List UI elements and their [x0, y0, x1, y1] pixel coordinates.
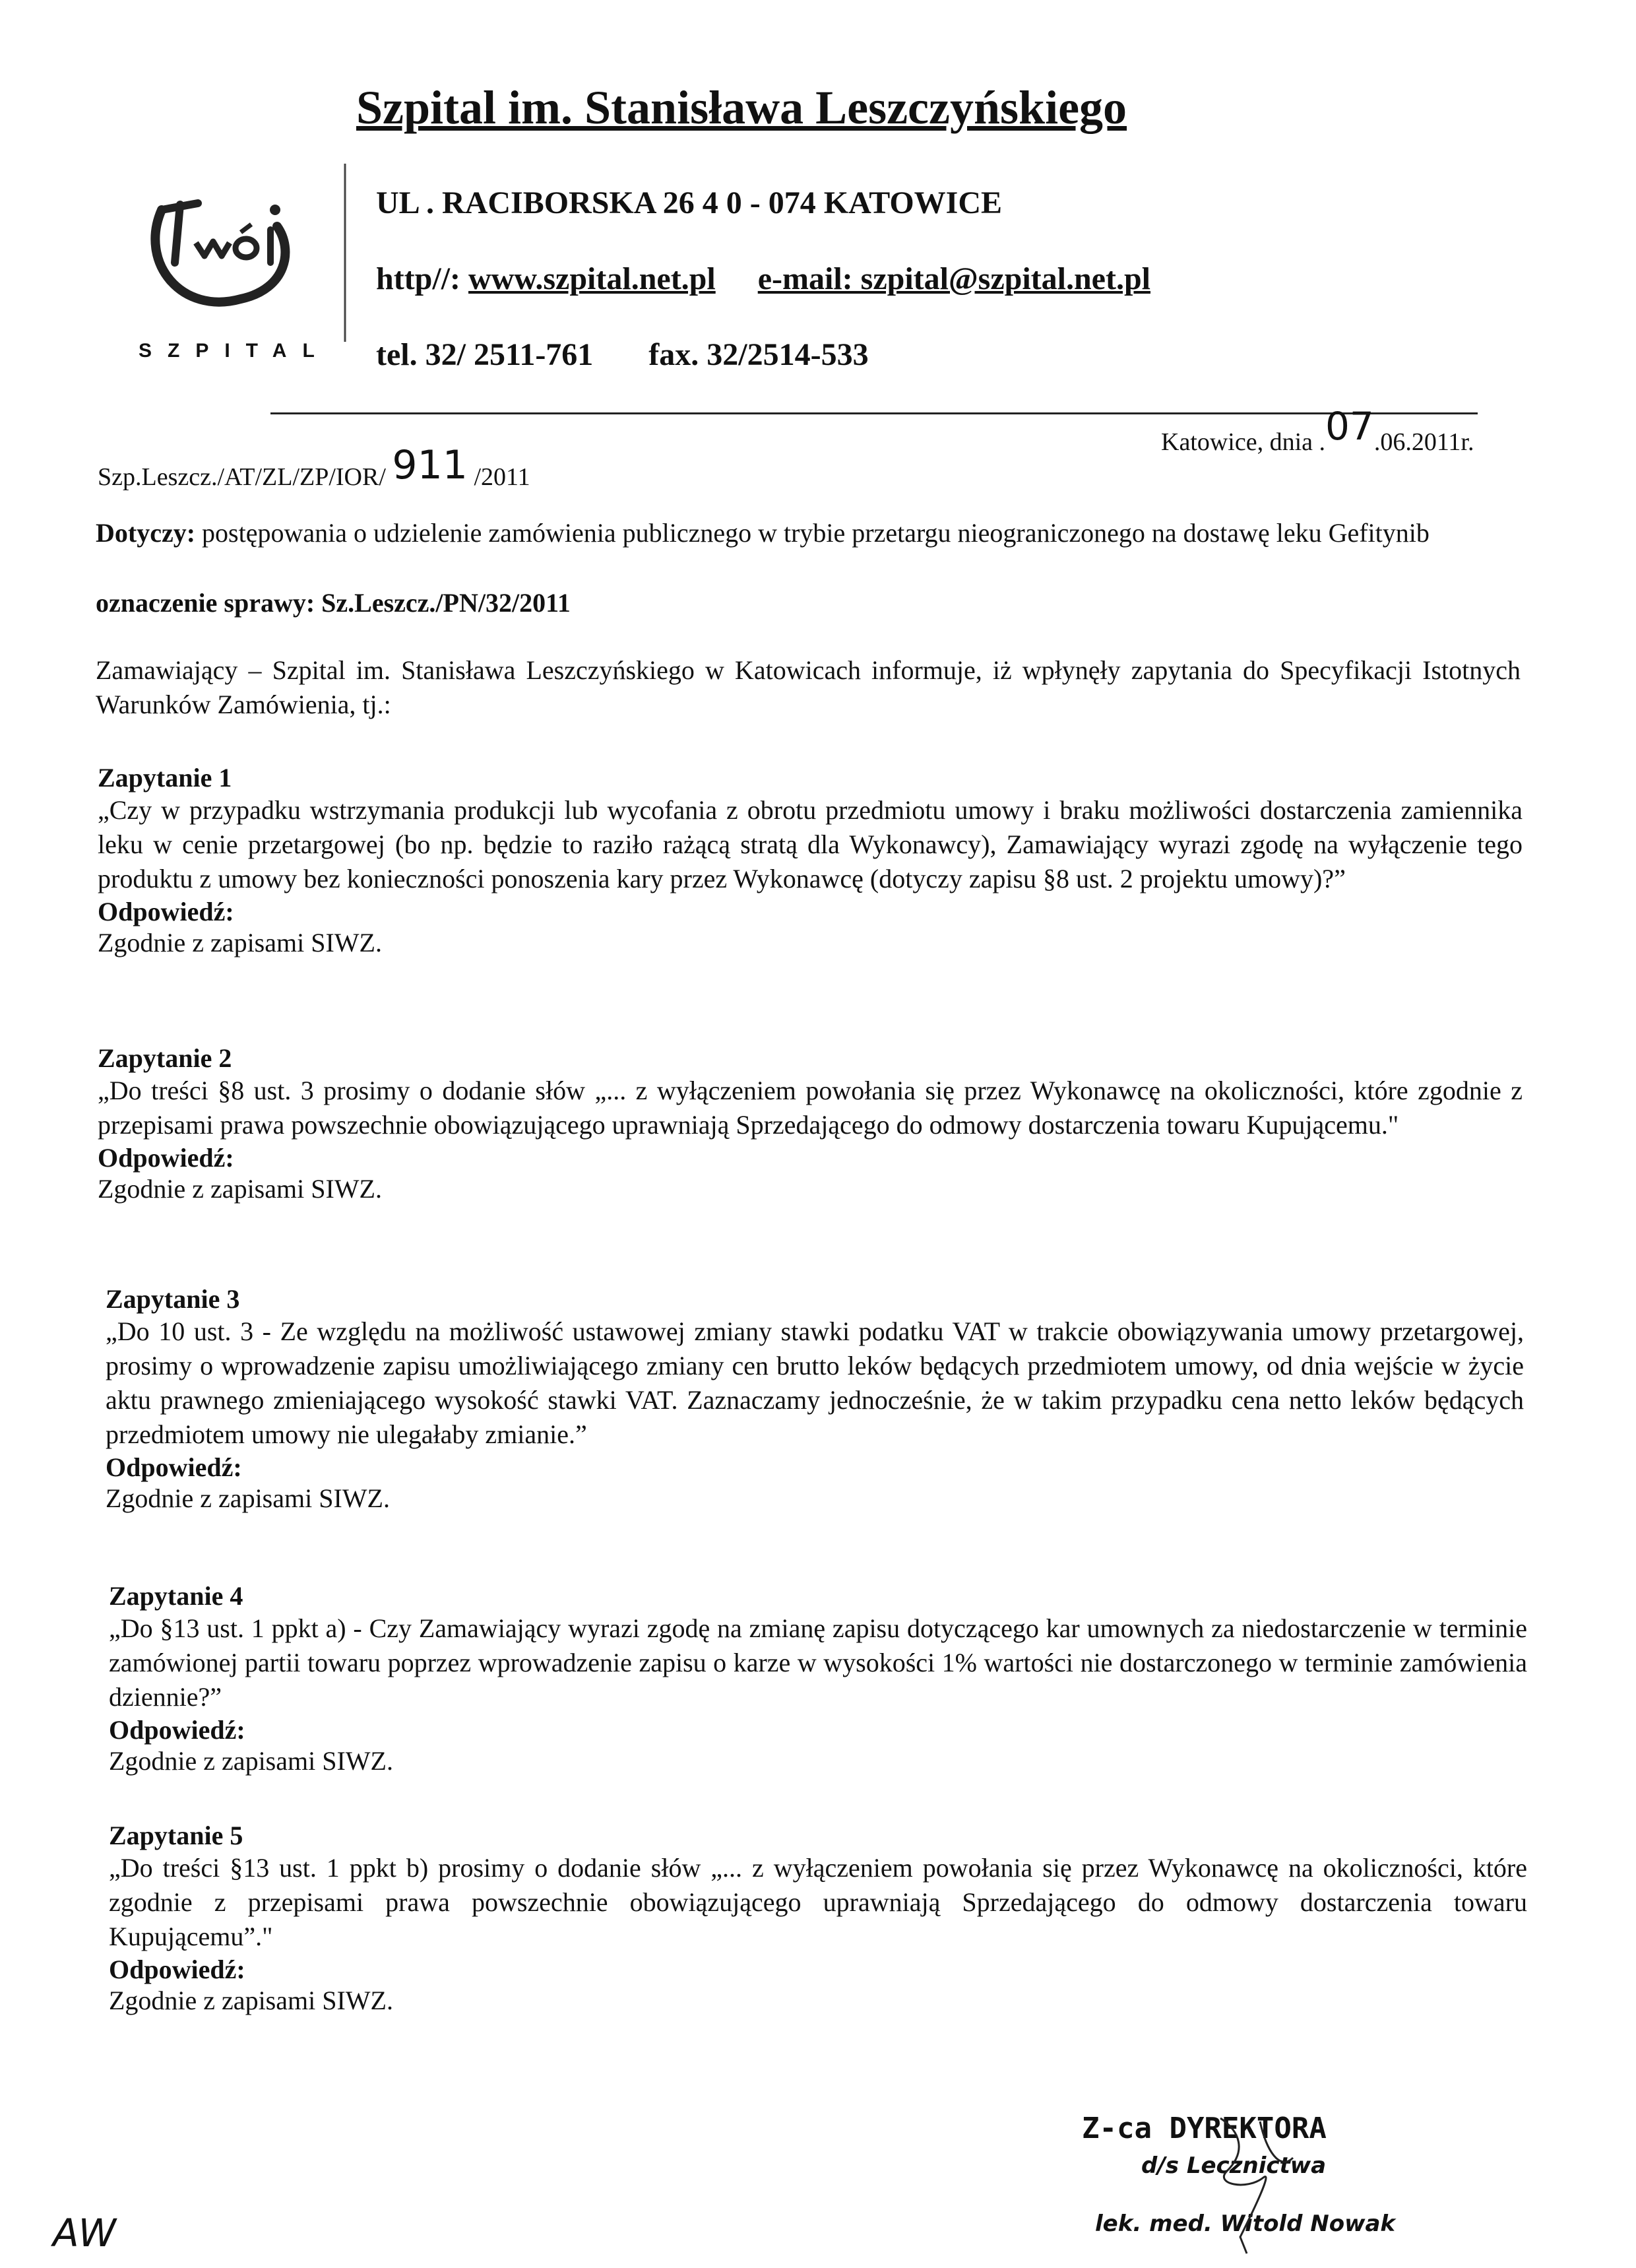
question-text: „Czy w przypadku wstrzymania produkcji lub wycofania z obrotu przedmiotu umowy i braku możliwości dostarczenia zamiennika leku w cenie przetargowej (bo np. będzie to raziło rażącą stratą dla Wykonawcy), Zamawiający wyrazi zgodę na wyłączenie tego produktu z umowy bez konieczności ponoszenia kary przez Wykonawcę (dotyczy zapisu §8 ust. 2 projektu umowy)?” [98, 795, 1523, 893]
question-title: Zapytanie 2 [98, 1043, 232, 1073]
stamp-name: lek. med. Witold Nowak [1095, 2211, 1396, 2237]
answer-label: Odpowiedź: [109, 1955, 245, 1984]
question-text: „Do treści §8 ust. 3 prosimy o dodanie słów „... z wyłączeniem powołania się przez Wykonawcę na okoliczności, które zgodnie z przepisami prawa powszechnie obowiązującego uprawniają Sprzedającego do odmowy dostarczenia towaru Kupującemu." [98, 1076, 1523, 1140]
handwritten-initials: AW [53, 2211, 117, 2255]
date-line [1161, 404, 1474, 459]
reference-line [98, 442, 530, 495]
question-text: „Do §13 ust. 1 ppkt a) - Czy Zamawiający wyrazi zgodę na zmianę zapisu dotyczącego kar umownych za niedostarczenie w terminie zamówionej partii towaru poprzez wprowadzenie zapisu o karze w wysokości 1% wartości nie dostarczonego w terminie zamówienia dziennie?” [109, 1613, 1527, 1712]
answer-text: Zgodnie z zapisami SIWZ. [109, 1986, 393, 2015]
subject-text: postępowania o udzielenie zamówienia publicznego w trybie przetargu nieograniczonego na dostawę leku Gefitynib [202, 518, 1430, 548]
answer-label: Odpowiedź: [109, 1715, 245, 1745]
fax: fax. 32/2514-533 [648, 337, 869, 372]
question-3 [106, 1283, 1524, 1514]
answer-label: Odpowiedź: [98, 1143, 234, 1173]
case-label: oznaczenie sprawy: Sz.Leszcz./PN/32/2011 [96, 588, 571, 618]
question-title: Zapytanie 5 [109, 1821, 243, 1850]
question-title: Zapytanie 3 [106, 1284, 240, 1314]
stamp-title: Z-ca DYREKTORA [1082, 2112, 1327, 2145]
question-text: „Do 10 ust. 3 - Ze względu na możliwość ustawowej zmiany stawki podatku VAT w trakcie obowiązywania umowy przetargowej, prosimy o wprowadzenie zapisu umożliwiającego zmiany cen brutto leków będących przedmiotem umowy, od dnia wejście w życie aktu prawnego zmieniającego wysokość stawki VAT. Zaznaczamy jednocześnie, że w takim przypadku cena netto leków będących przedmiotem umowy nie ulegałaby zmianie.” [106, 1316, 1524, 1449]
web-prefix: http//: [376, 261, 461, 296]
stamp-department: d/s Lecznictwa [1141, 2153, 1327, 2179]
question-2 [98, 1043, 1523, 1204]
ref-suffix: /2011 [474, 463, 530, 491]
email-link[interactable]: e-mail: szpital@szpital.net.pl [757, 261, 1150, 296]
question-title: Zapytanie 1 [98, 763, 232, 793]
subject-label: Dotyczy: [96, 518, 196, 548]
website-link[interactable]: www.szpital.net.pl [468, 261, 716, 296]
answer-label: Odpowiedź: [106, 1452, 242, 1482]
phone: tel. 32/ 2511-761 [376, 337, 594, 372]
ref-prefix: Szp.Leszcz./AT/ZL/ZP/IOR/ [98, 463, 386, 491]
address: UL . RACIBORSKA 26 4 0 - 074 KATOWICE [376, 185, 1003, 220]
hospital-logo [135, 164, 360, 362]
answer-label: Odpowiedź: [98, 897, 234, 926]
question-title: Zapytanie 4 [109, 1581, 243, 1611]
smile-logo-icon [135, 164, 360, 348]
intro-text: Zamawiający – Szpital im. Stanisława Leszczyńskiego w Katowicach informuje, iż wpłynęły zapytania do Specyfikacji Istotnych Warunków Zamówienia, tj.: [96, 655, 1521, 719]
phone-fax-line [376, 337, 869, 373]
answer-text: Zgodnie z zapisami SIWZ. [109, 1746, 393, 1776]
hospital-name: Szpital im. Stanisława Leszczyńskiego [356, 81, 1127, 134]
question-5 [109, 1820, 1527, 2016]
ref-number-handwritten: 911 [392, 442, 468, 488]
question-1 [98, 762, 1523, 958]
subject [96, 516, 1521, 550]
signature-scribble-icon [1201, 2112, 1306, 2263]
logo-word: SZPITAL [139, 340, 330, 362]
date-suffix: .06.2011r. [1373, 428, 1474, 456]
question-4 [109, 1580, 1527, 1776]
signature-stamp [1082, 2112, 1491, 2263]
date-prefix: Katowice, dnia . [1161, 428, 1326, 456]
answer-text: Zgodnie z zapisami SIWZ. [98, 1174, 382, 1204]
date-day-handwritten: 07 [1325, 404, 1374, 449]
answer-text: Zgodnie z zapisami SIWZ. [106, 1483, 390, 1513]
answer-text: Zgodnie z zapisami SIWZ. [98, 928, 382, 957]
contact-web-line [376, 261, 1150, 297]
question-text: „Do treści §13 ust. 1 ppkt b) prosimy o dodanie słów „... z wyłączeniem powołania się przez Wykonawcę na okoliczności, które zgodnie z przepisami prawa powszechnie obowiązującego uprawniają Sprzedającego do odmowy dostarczenia towaru Kupującemu”." [109, 1853, 1527, 1951]
